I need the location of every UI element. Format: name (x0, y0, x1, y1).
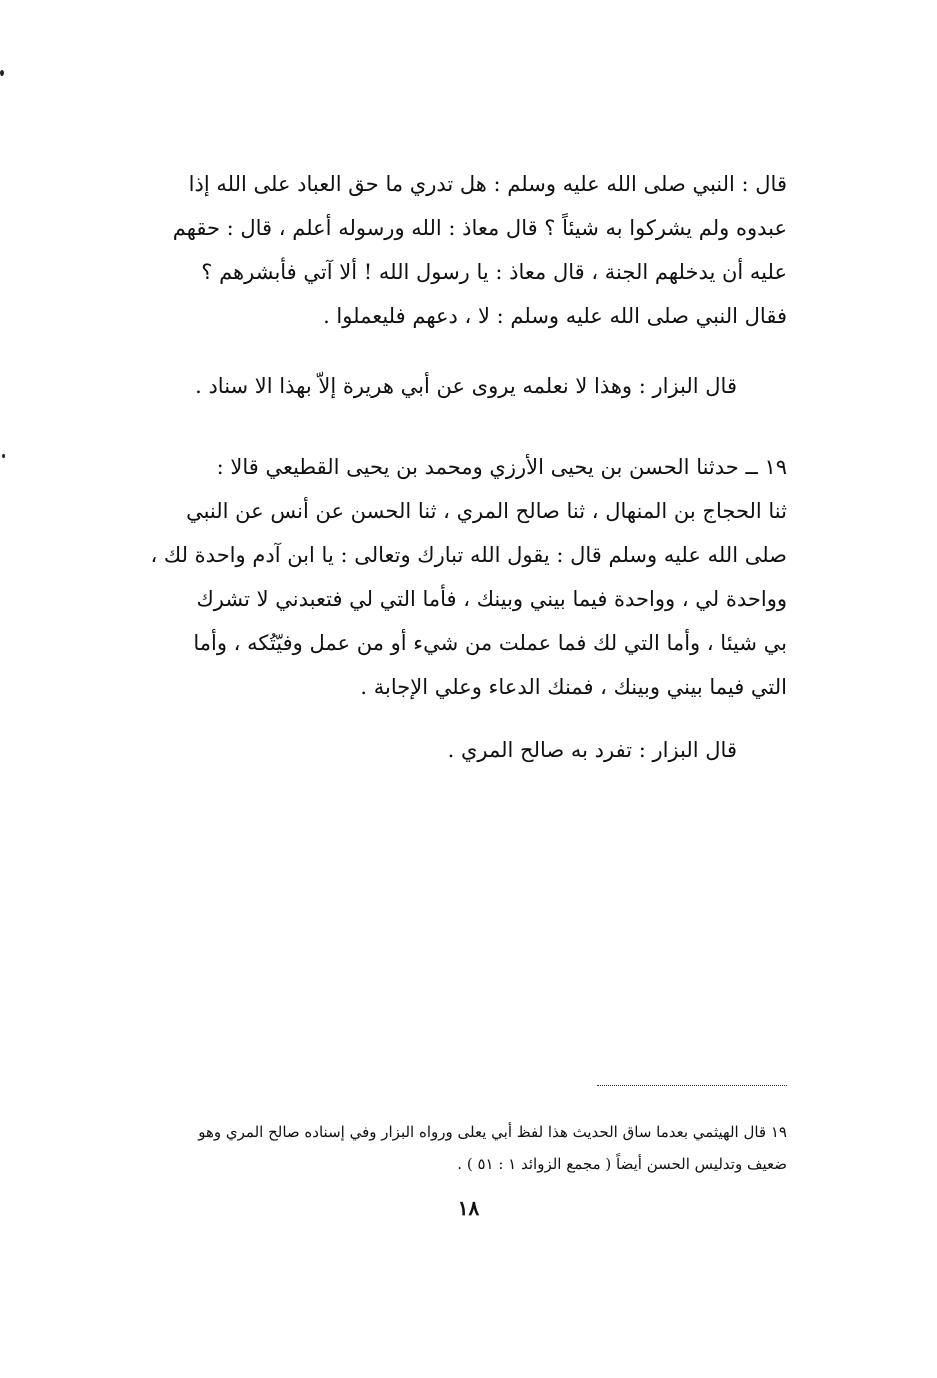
margin-speck (0, 70, 4, 76)
bazzar-note-2: قال البزار : تفرد به صالح المري . (447, 738, 737, 762)
footnote (117, 1116, 787, 1180)
text-line: عليه أن يدخلهم الجنة ، قال معاذ : يا رسول الله ! ألا آتي فأبشرهم ؟ (201, 260, 787, 284)
text-line: بي شيئا ، وأما التي لك فما عملت من شيء أو من عمل وفيّتُكه ، وأما (193, 631, 787, 655)
footnote-line: ١٩ قال الهيثمي بعدما ساق الحديث هذا لفظ أبي يعلى ورواه البزار وفي إسناده صالح المري وهو (198, 1123, 787, 1141)
text-line: ١٩ ــ حدثنا الحسن بن يحيى الأرزي ومحمد بن يحيى القطيعي قالا : (216, 455, 787, 479)
text-line: فقال النبي صلى الله عليه وسلم : لا ، دعهم فليعملوا . (323, 304, 787, 328)
margin-speck (2, 454, 5, 458)
text-line: صلى الله عليه وسلم قال : يقول الله تبارك وتعالى : يا ابن آدم واحدة لك ، (150, 543, 787, 567)
text-line: قال : النبي صلى الله عليه وسلم : هل تدري ما حق العباد على الله إذا (188, 172, 787, 196)
text-line: التي فيما بيني وبينك ، فمنك الدعاء وعلي الإجابة . (360, 675, 787, 699)
footnote-line: ضعيف وتدليس الحسن أيضاً ( مجمع الزوائد ١ : ٥١ ) . (457, 1155, 787, 1173)
paragraph-2 (117, 445, 787, 709)
page-number: ١٨ (457, 1196, 480, 1220)
text-line: عبدوه ولم يشركوا به شيئاً ؟ قال معاذ : الله ورسوله أعلم ، قال : حقهم (172, 216, 787, 240)
footnote-divider (597, 1085, 787, 1086)
paragraph-1 (117, 162, 787, 338)
text-line: ثنا الحجاج بن المنهال ، ثنا صالح المري ، ثنا الحسن عن أنس عن النبي (186, 499, 787, 523)
text-line: وواحدة لي ، وواحدة فيما بيني وبينك ، فأما التي لي فتعبدني لا تشرك (196, 587, 787, 611)
bazzar-note-1: قال البزار : وهذا لا نعلمه يروى عن أبي هريرة إلاّ بهذا الا سناد . (195, 374, 737, 398)
